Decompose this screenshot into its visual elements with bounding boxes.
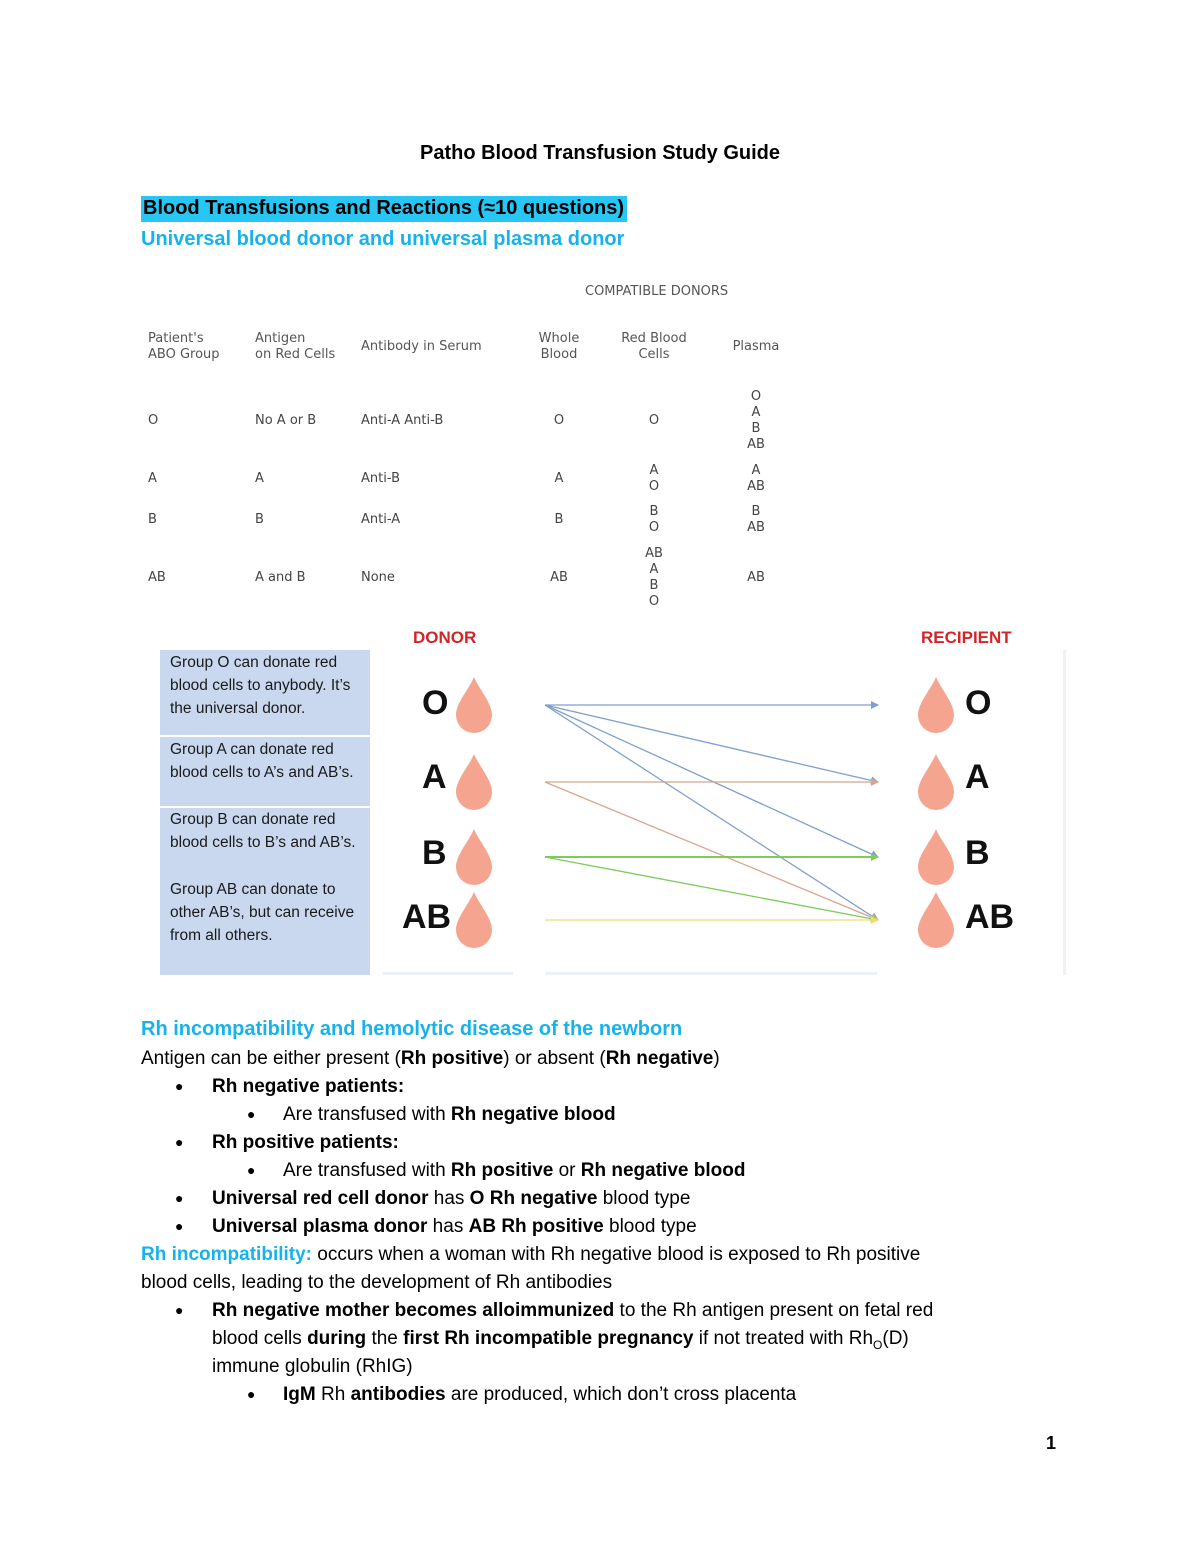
bullet-icon: ● xyxy=(175,1134,184,1150)
table-cell-whole-blood: AB xyxy=(550,570,568,585)
donor-label: DONOR xyxy=(413,628,477,647)
table-cell-plasma: AB xyxy=(747,570,765,585)
recipient-type-b: B xyxy=(965,834,990,872)
rh-intro: Antigen can be either present (Rh positive) or absent (Rh negative) xyxy=(141,1048,720,1069)
list-item: Rh negative mother becomes alloimmunized to the Rh antigen present on fetal red xyxy=(212,1300,934,1321)
recipient-drop-icon xyxy=(918,829,954,885)
recipient-type-o: O xyxy=(965,684,992,722)
list-item: Universal plasma donor has AB Rh positive blood type xyxy=(212,1216,697,1237)
bullet-icon: ● xyxy=(175,1302,184,1318)
table-cell-whole-blood: A xyxy=(554,471,564,486)
table-cell-patient: B xyxy=(148,512,157,527)
table-cell-whole-blood: B xyxy=(554,512,564,527)
donor-type-o: O xyxy=(422,684,449,722)
arrow-a-to-ab xyxy=(545,782,878,920)
list-item-cont: immune globulin (RhIG) xyxy=(212,1356,413,1377)
note-group-ab: Group AB can donate to other AB’s, but can receive from all others. xyxy=(170,881,355,944)
col-header-antibody: Antibody in Serum xyxy=(361,339,482,354)
list-item: Are transfused with Rh negative blood xyxy=(283,1104,616,1125)
recipient-drop-icon xyxy=(918,677,954,733)
table-cell-rbc: B O xyxy=(648,504,660,535)
section-heading: Blood Transfusions and Reactions (≈10 questions) xyxy=(141,196,627,222)
page-number: 1 xyxy=(1046,1433,1057,1453)
table-cell-antibody: Anti-B xyxy=(361,471,400,486)
table-cell-antibody: Anti-A Anti-B xyxy=(361,413,444,428)
list-item: IgM Rh antibodies are produced, which don’t cross placenta xyxy=(283,1384,797,1405)
bullet-icon: ● xyxy=(175,1218,184,1234)
table-cell-antigen: B xyxy=(255,512,264,527)
table-cell-patient: AB xyxy=(148,570,166,585)
bullet-icon: ● xyxy=(247,1106,256,1122)
note-group-b: Group B can donate red blood cells to B’s and AB’s. xyxy=(170,811,356,851)
table-cell-antibody: None xyxy=(361,570,395,585)
note-group-o: Group O can donate red blood cells to anybody. It’s the universal donor. xyxy=(170,654,351,717)
bullet-icon: ● xyxy=(175,1078,184,1094)
bullet-icon: ● xyxy=(247,1162,256,1178)
donor-drop-icon xyxy=(456,677,492,733)
recipient-type-ab: AB xyxy=(965,898,1015,936)
recipient-drop-icon xyxy=(918,892,954,948)
list-item: Rh positive patients: xyxy=(212,1132,399,1153)
table-cell-plasma: A AB xyxy=(747,463,765,494)
table-cell-plasma: B AB xyxy=(747,504,765,535)
rh-incompatibility-definition: Rh incompatibility: occurs when a woman with Rh negative blood is exposed to Rh positive xyxy=(141,1244,921,1265)
donor-drop-icon xyxy=(456,829,492,885)
arrow-o-to-ab xyxy=(545,705,878,920)
rh-heading: Rh incompatibility and hemolytic disease of the newborn xyxy=(141,1018,683,1040)
arrow-o-to-b xyxy=(545,705,878,857)
donor-type-b: B xyxy=(422,834,447,872)
table-cell-rbc: AB A B O xyxy=(645,546,663,609)
col-header-plasma: Plasma xyxy=(732,339,780,354)
table-cell-antigen: No A or B xyxy=(255,413,317,428)
list-item-cont: blood cells during the first Rh incompatible pregnancy if not treated with $Rh_O(D)$ xyxy=(212,1328,909,1352)
recipient-type-a: A xyxy=(965,758,990,796)
col-header-patient-group: Patient's ABO Group xyxy=(148,331,220,362)
list-item: Are transfused with Rh positive or Rh negative blood xyxy=(283,1160,746,1181)
table-cell-rbc: A O xyxy=(648,463,660,494)
table-cell-antibody: Anti-A xyxy=(361,512,401,527)
table-cell-patient: O xyxy=(148,413,159,428)
donor-type-ab: AB xyxy=(402,898,452,936)
page-title: Patho Blood Transfusion Study Guide xyxy=(419,142,780,164)
table-cell-antigen: A xyxy=(255,471,264,486)
donor-drop-icon xyxy=(456,892,492,948)
bullet-icon: ● xyxy=(175,1190,184,1206)
note-group-a: Group A can donate red blood cells to A’s and AB’s. xyxy=(170,741,354,781)
donor-type-a: A xyxy=(422,758,447,796)
list-item: Rh negative patients: xyxy=(212,1076,405,1097)
list-item: Universal red cell donor has O Rh negative blood type xyxy=(212,1188,691,1209)
col-header-red-blood-cells: Red Blood Cells xyxy=(621,331,687,362)
col-header-antigen: Antigen on Red Cells xyxy=(255,331,336,362)
bullet-icon: ● xyxy=(247,1386,256,1402)
recipient-label: RECIPIENT xyxy=(921,628,1012,647)
table-cell-rbc: O xyxy=(648,413,660,428)
table-cell-patient: A xyxy=(148,471,157,486)
col-header-whole-blood: Whole Blood xyxy=(538,331,580,362)
universal-donor-subheading: Universal blood donor and universal plasma donor xyxy=(141,228,625,250)
rh-incompatibility-definition-cont: blood cells, leading to the development of Rh antibodies xyxy=(141,1272,613,1293)
table-cell-antigen: A and B xyxy=(255,570,306,585)
donor-drop-icon xyxy=(456,754,492,810)
recipient-drop-icon xyxy=(918,754,954,810)
compatible-donors-header: COMPATIBLE DONORS xyxy=(585,284,729,299)
table-cell-whole-blood: O xyxy=(553,413,565,428)
arrow-o-to-a xyxy=(545,705,878,782)
table-cell-plasma: O A B AB xyxy=(747,389,765,452)
